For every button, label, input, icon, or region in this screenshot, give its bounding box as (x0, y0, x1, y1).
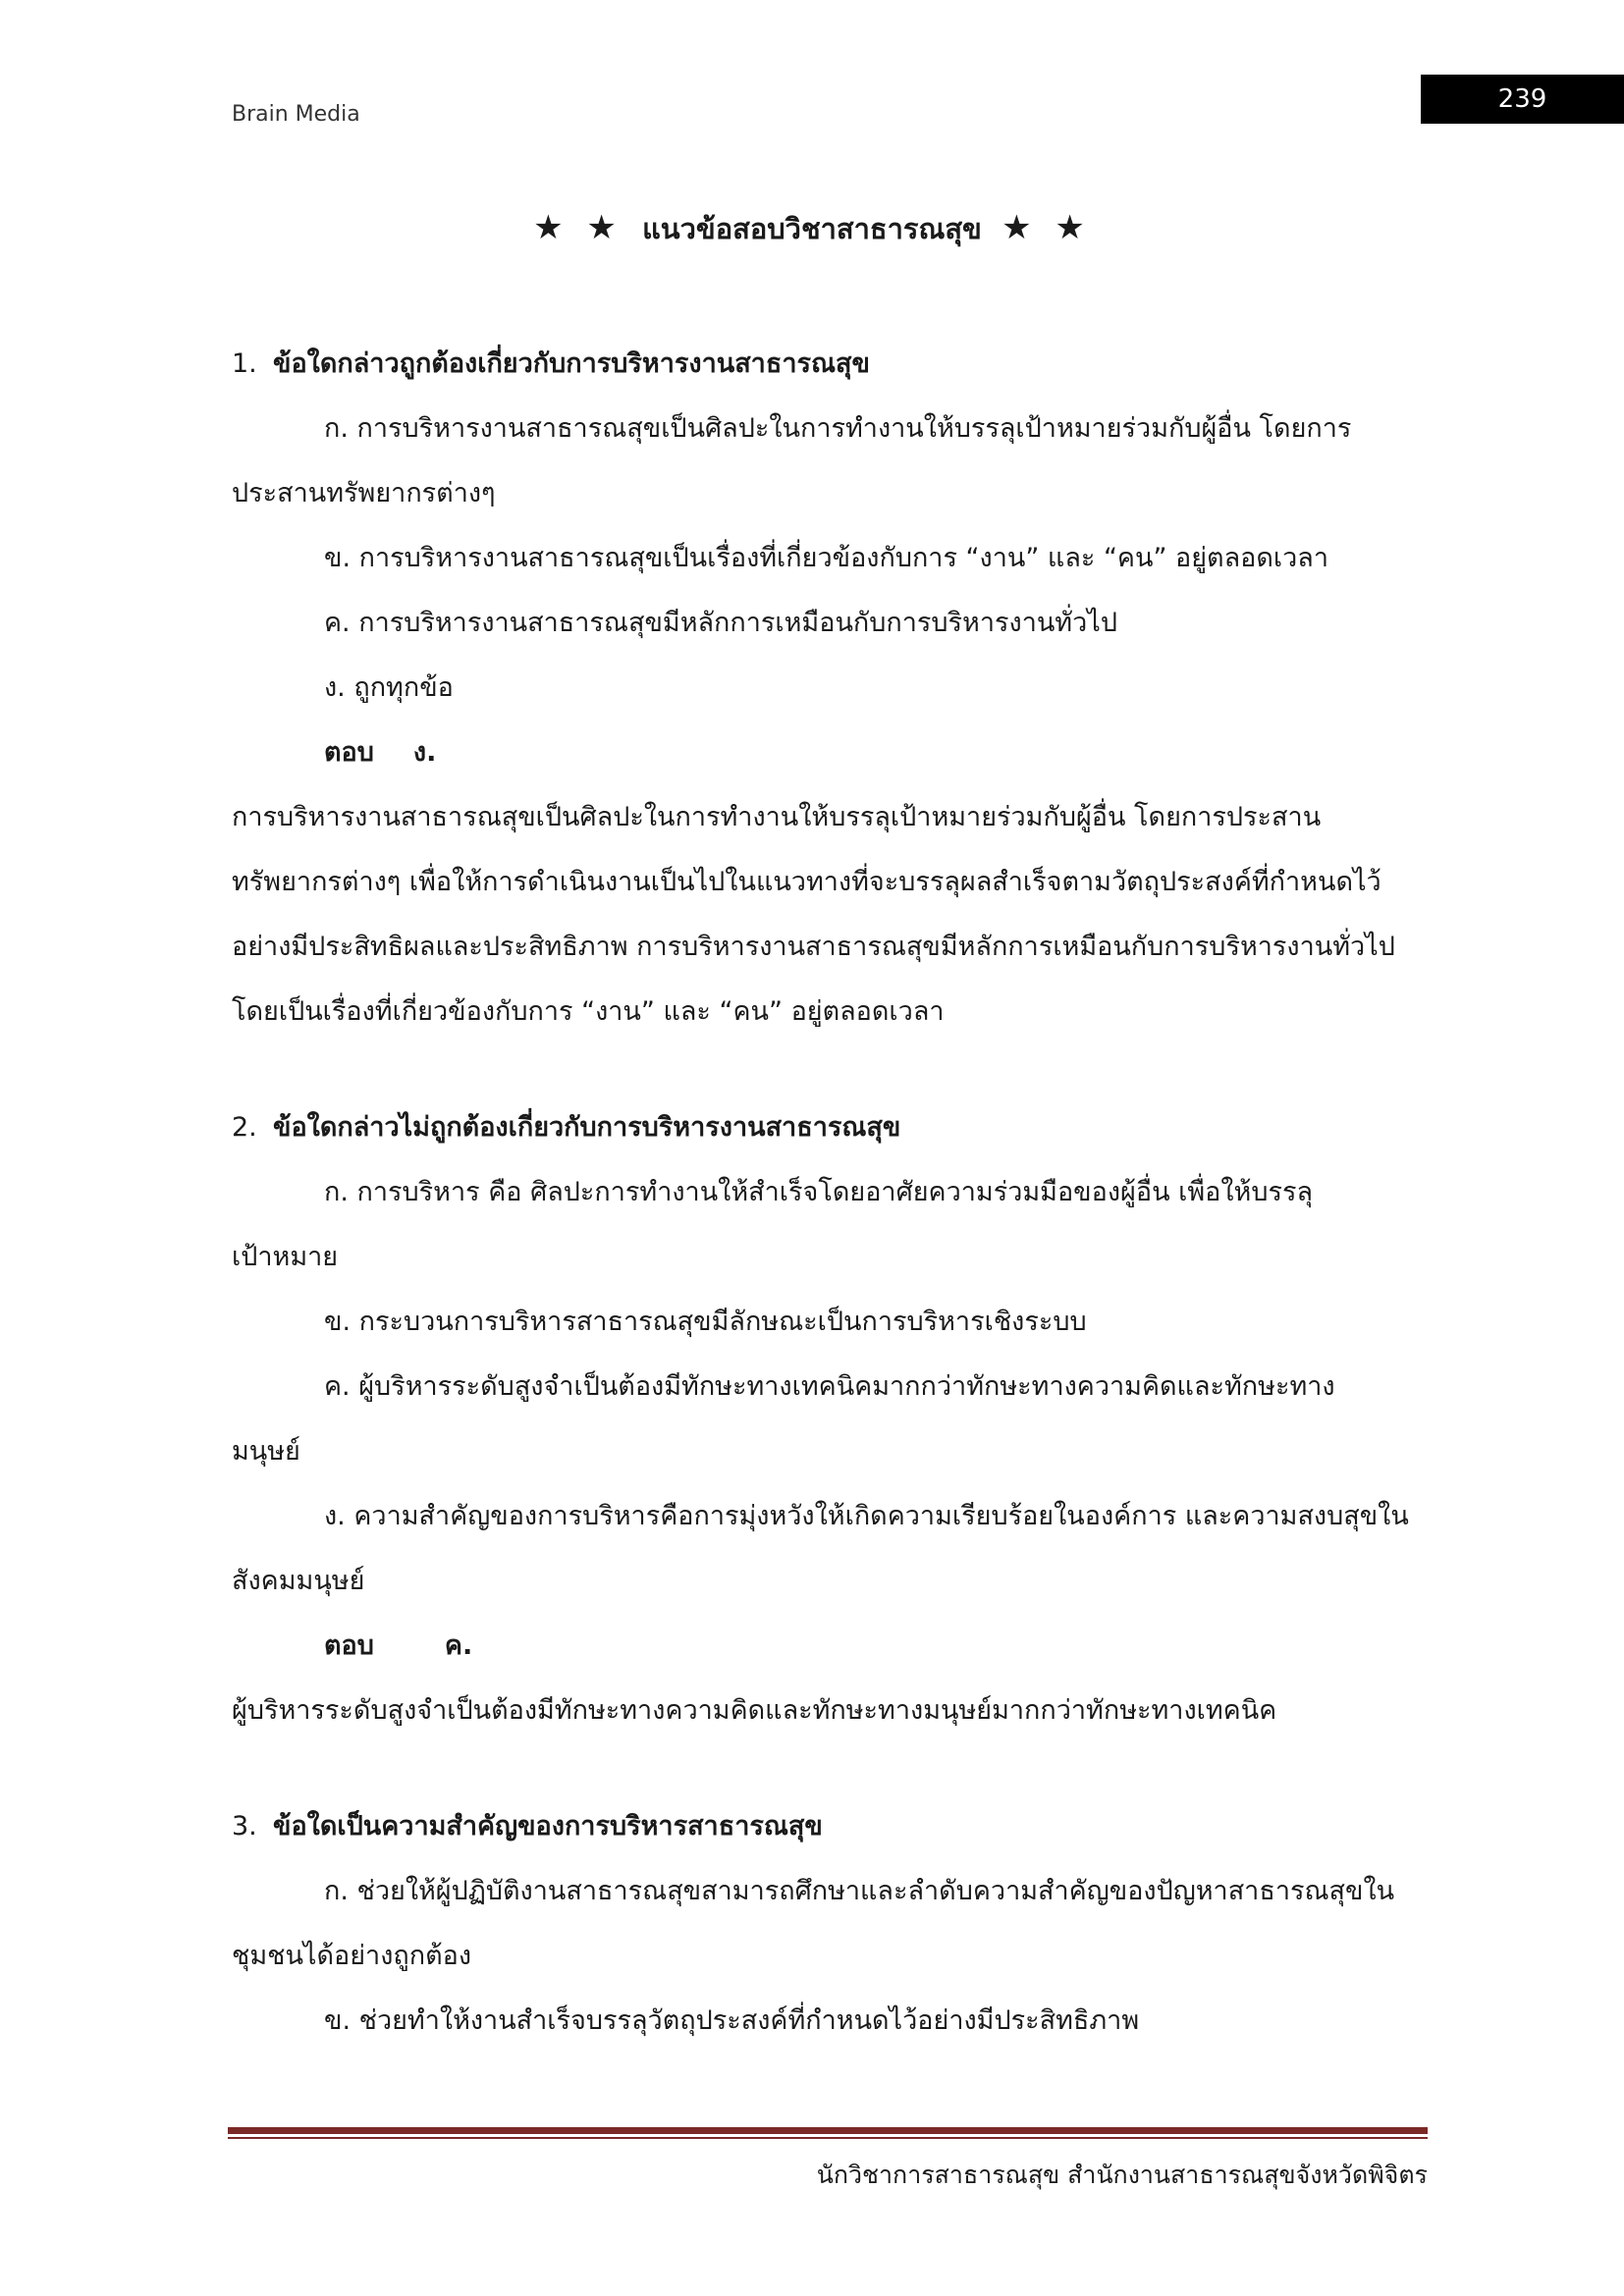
footer-text: นักวิชาการสาธารณสุข สำนักงานสาธารณสุขจังหวัดพิจิตร (816, 2161, 1428, 2189)
answer-line (232, 721, 1430, 785)
page-title (0, 206, 1624, 251)
publisher-name: Brain Media (232, 102, 360, 127)
explanation-line: อย่างมีประสิทธิผลและประสิทธิภาพ การบริหารงานสาธารณสุขมีหลักการเหมือนกับการบริหารงานทั่วไป (232, 932, 1395, 962)
explanation-line: การบริหารงานสาธารณสุขเป็นศิลปะในการทำงานให้บรรลุเป้าหมายร่วมกับผู้อื่น โดยการประสาน (232, 802, 1322, 832)
question-2 (232, 1095, 1430, 1743)
choice-line: ข. กระบวนการบริหารสาธารณสุขมีลักษณะเป็นการบริหารเชิงระบบ (324, 1307, 1087, 1337)
choice-line: เป้าหมาย (232, 1242, 339, 1272)
answer-label: ตอบ (324, 1630, 374, 1661)
explanation-line: ผู้บริหารระดับสูงจำเป็นต้องมีทักษะทางความคิดและทักษะทางมนุษย์มากกว่าทักษะทางเทคนิค (232, 1695, 1277, 1726)
question-2-title (232, 1095, 1430, 1160)
choice-line: ชุมชนได้อย่างถูกต้อง (232, 1941, 472, 1971)
choice-line: ประสานทรัพยากรต่างๆ (232, 478, 496, 508)
question-1 (232, 332, 1430, 1044)
answer-label: ตอบ (324, 737, 374, 768)
answer-choice: ง. (412, 737, 437, 768)
choice-line: ก. การบริหารงานสาธารณสุขเป็นศิลปะในการทำงานให้บรรลุเป้าหมายร่วมกับผู้อื่น โดยการ (324, 413, 1352, 444)
choice-line: สังคมมนุษย์ (232, 1566, 365, 1596)
question-1-title (232, 332, 1430, 397)
question-number: 1. (232, 348, 257, 379)
footer-divider-thin (228, 2137, 1428, 2139)
star-icon-right: ★ ★ (1001, 208, 1091, 247)
question-text: ข้อใดกล่าวถูกต้องเกี่ยวกับการบริหารงานสาธารณสุข (273, 348, 870, 379)
choice-line: ก. ช่วยให้ผู้ปฏิบัติงานสาธารณสุขสามารถศึกษาและลำดับความสำคัญของปัญหาสาธารณสุขใน (324, 1876, 1395, 1906)
question-spacer (232, 1044, 1430, 1095)
choice-line: ข. ช่วยทำให้งานสำเร็จบรรลุวัตถุประสงค์ที่กำหนดไว้อย่างมีประสิทธิภาพ (324, 2005, 1140, 2036)
question-text: ข้อใดเป็นความสำคัญของการบริหารสาธารณสุข (273, 1811, 823, 1842)
choice-line: ก. การบริหาร คือ ศิลปะการทำงานให้สำเร็จโดยอาศัยความร่วมมือของผู้อื่น เพื่อให้บรรลุ (324, 1177, 1314, 1207)
page-title-text: แนวข้อสอบวิชาสาธารณสุข (642, 212, 982, 245)
question-number: 3. (232, 1811, 257, 1842)
question-number: 2. (232, 1112, 257, 1143)
choice-line: ง. ถูกทุกข้อ (324, 672, 454, 703)
explanation-line: ทรัพยากรต่างๆ เพื่อให้การดำเนินงานเป็นไปในแนวทางที่จะบรรลุผลสำเร็จตามวัตถุประสงค์ที่กำหนดไว้ (232, 867, 1381, 897)
question-3-title (232, 1794, 1430, 1859)
question-spacer (232, 1743, 1430, 1794)
question-3 (232, 1794, 1430, 2054)
footer-divider (228, 2127, 1428, 2134)
star-icon-left: ★ ★ (533, 208, 623, 247)
question-text: ข้อใดกล่าวไม่ถูกต้องเกี่ยวกับการบริหารงานสาธารณสุข (273, 1112, 901, 1143)
explanation-line: โดยเป็นเรื่องที่เกี่ยวข้องกับการ “งาน” และ “คน” อยู่ตลอดเวลา (232, 996, 945, 1027)
choice-line: ค. การบริหารงานสาธารณสุขมีหลักการเหมือนกับการบริหารงานทั่วไป (324, 608, 1117, 638)
choice-line: ค. ผู้บริหารระดับสูงจำเป็นต้องมีทักษะทางเทคนิคมากกว่าทักษะทางความคิดและทักษะทาง (324, 1371, 1335, 1402)
choice-line: มนุษย์ (232, 1436, 300, 1467)
answer-line (232, 1614, 1430, 1679)
choice-line: ข. การบริหารงานสาธารณสุขเป็นเรื่องที่เกี่ยวข้องกับการ “งาน” และ “คน” อยู่ตลอดเวลา (324, 543, 1328, 573)
question-list (232, 332, 1430, 2054)
page-number: 239 (1421, 75, 1624, 124)
answer-choice: ค. (444, 1630, 473, 1661)
choice-line: ง. ความสำคัญของการบริหารคือการมุ่งหวังให้เกิดความเรียบร้อยในองค์การ และความสงบสุขใน (324, 1501, 1409, 1531)
